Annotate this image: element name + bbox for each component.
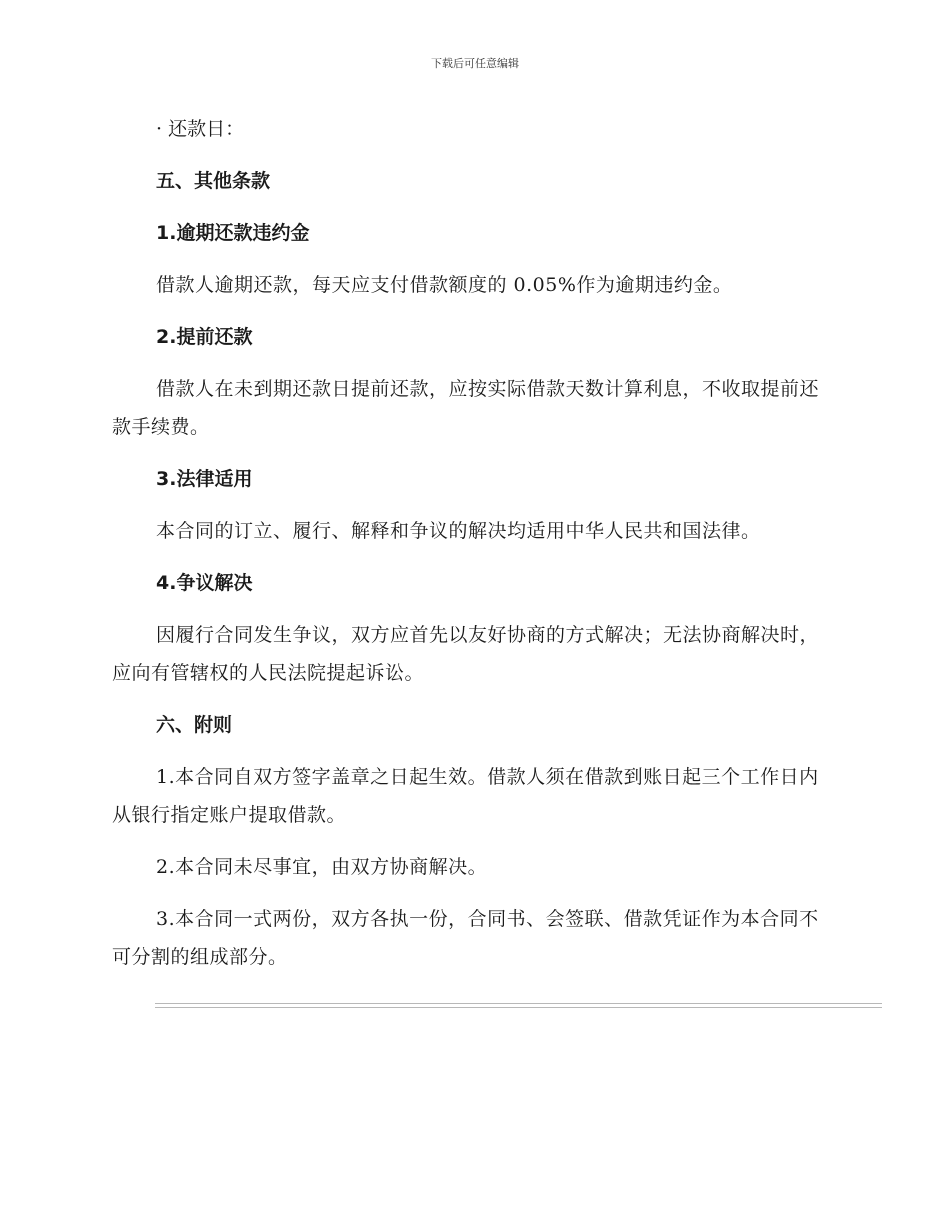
supplementary-clause-2: 2.本合同未尽事宜，由双方协商解决。 <box>156 856 488 878</box>
clause-text-early-repayment: 借款人在未到期还款日提前还款，应按实际借款天数计算利息，不收取提前还款手续费。 <box>112 378 820 438</box>
supplementary-clause-1: 1.本合同自双方签字盖章之日起生效。借款人须在借款到账日起三个工作日内从银行指定账户提取借款。 <box>112 766 819 826</box>
clause-text-dispute-resolution: 因履行合同发生争议，双方应首先以友好协商的方式解决；无法协商解决时，应向有管辖权的人民法院提起诉讼。 <box>112 624 820 684</box>
repayment-date-line: · 还款日： <box>156 118 245 140</box>
clause-text-late-penalty: 借款人逾期还款，每天应支付借款额度的 0.05%作为逾期违约金。 <box>156 274 733 296</box>
clause-heading-dispute-resolution: 4.争议解决 <box>156 572 253 594</box>
section-six-title: 六、附则 <box>156 714 233 736</box>
clause-heading-applicable-law: 3.法律适用 <box>156 468 253 490</box>
document-body <box>112 110 834 990</box>
section-five-title: 五、其他条款 <box>156 170 271 192</box>
header-note: 下载后可任意编辑 <box>431 57 519 70</box>
clause-heading-early-repayment: 2.提前还款 <box>156 326 253 348</box>
supplementary-clause-3: 3.本合同一式两份，双方各执一份，合同书、会签联、借款凭证作为本合同不可分割的组成部分。 <box>112 908 819 968</box>
footer-divider <box>155 1003 882 1008</box>
clause-heading-late-penalty: 1.逾期还款违约金 <box>156 222 310 244</box>
clause-text-applicable-law: 本合同的订立、履行、解释和争议的解决均适用中华人民共和国法律。 <box>156 520 761 542</box>
